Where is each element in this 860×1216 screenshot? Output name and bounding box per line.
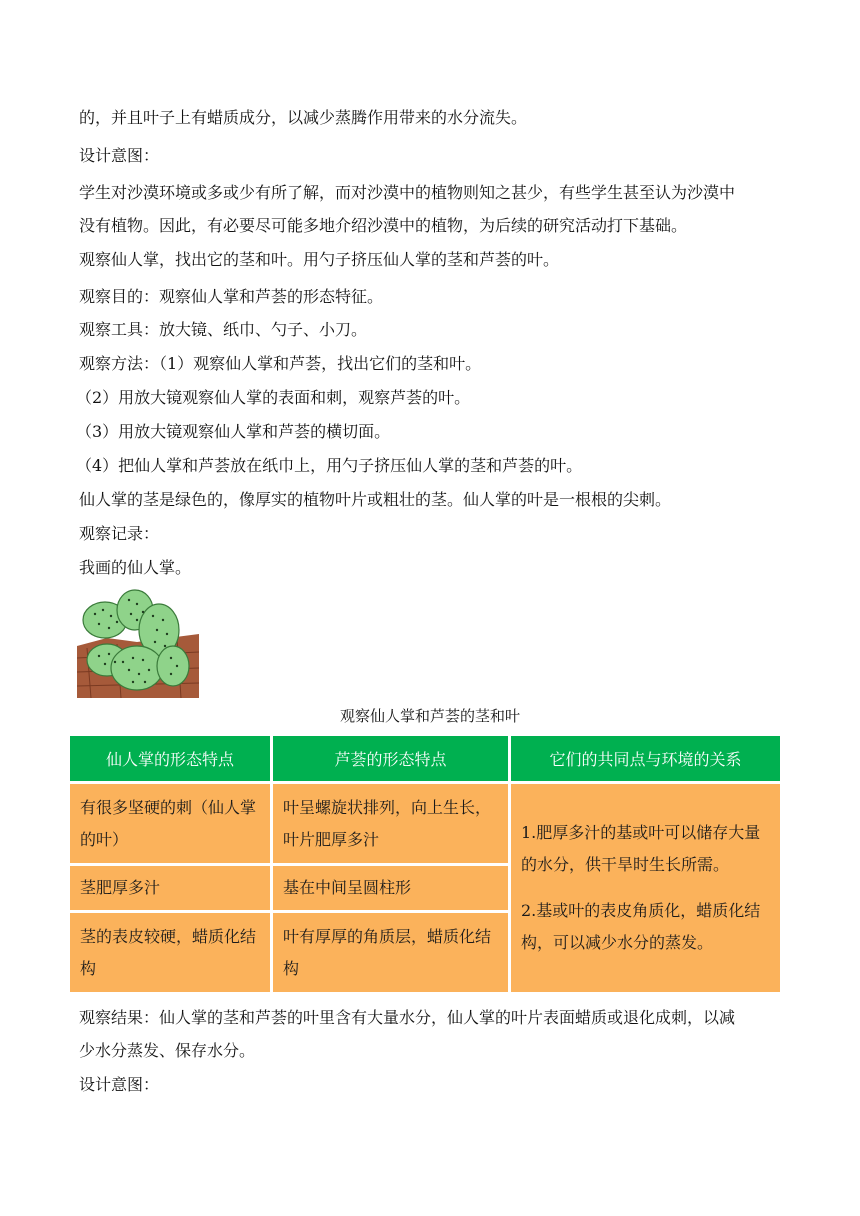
paragraph: （3）用放大镜观察仙人掌和芦荟的横切面。 bbox=[76, 422, 391, 441]
result-line: 观察结果：仙人掌的茎和芦荟的叶里含有大量水分，仙人掌的叶片表面蜡质或退化成刺，以减 bbox=[79, 1008, 736, 1027]
closing-heading: 设计意图： bbox=[79, 1075, 160, 1094]
common-point: 2.基或叶的表皮角质化，蜡质化结构，可以减少水分的蒸发。 bbox=[521, 901, 761, 952]
paragraph: 观察工具：放大镜、纸巾、勺子、小刀。 bbox=[79, 320, 368, 339]
table-header-row bbox=[69, 735, 782, 783]
cell-cactus: 茎的表皮较硬，蜡质化结构 bbox=[69, 912, 272, 994]
common-point: 1.肥厚多汁的基或叶可以储存大量的水分，供干旱时生长所需。 bbox=[521, 823, 761, 874]
cell-aloe: 叶呈螺旋状排列，向上生长，叶片肥厚多汁 bbox=[272, 783, 510, 865]
cell-aloe: 基在中间呈圆柱形 bbox=[272, 865, 510, 912]
result-line: 少水分蒸发、保存水分。 bbox=[79, 1041, 256, 1060]
paragraph: （2）用放大镜观察仙人掌的表面和刺，观察芦荟的叶。 bbox=[76, 388, 471, 407]
paragraph: 观察目的：观察仙人掌和芦荟的形态特征。 bbox=[79, 287, 384, 306]
cell-cactus: 有很多坚硬的刺（仙人掌的叶） bbox=[69, 783, 272, 865]
header-common: 它们的共同点与环境的关系 bbox=[510, 735, 782, 783]
paragraph: 的，并且叶子上有蜡质成分，以减少蒸腾作用带来的水分流失。 bbox=[79, 108, 528, 127]
paragraph: 观察仙人掌，找出它的茎和叶。用勺子挤压仙人掌的茎和芦荟的叶。 bbox=[79, 250, 560, 269]
paragraph: 我画的仙人掌。 bbox=[79, 558, 192, 577]
observation-table bbox=[67, 733, 783, 995]
paragraph: 观察方法：（1）观察仙人掌和芦荟，找出它们的茎和叶。 bbox=[79, 354, 482, 373]
header-aloe: 芦荟的形态特点 bbox=[272, 735, 510, 783]
cell-cactus: 茎肥厚多汁 bbox=[69, 865, 272, 912]
table-caption: 观察仙人掌和芦荟的茎和叶 bbox=[339, 707, 520, 725]
cell-aloe: 叶有厚厚的角质层，蜡质化结构 bbox=[272, 912, 510, 994]
paragraph: 观察记录： bbox=[79, 524, 160, 543]
paragraph: 学生对沙漠环境或多或少有所了解，而对沙漠中的植物则知之甚少，有些学生甚至认为沙漠中 bbox=[79, 183, 736, 202]
paragraph: （4）把仙人掌和芦荟放在纸巾上，用勺子挤压仙人掌的茎和芦荟的叶。 bbox=[76, 456, 583, 475]
paragraph: 没有植物。因此，有必要尽可能多地介绍沙漠中的植物，为后续的研究活动打下基础。 bbox=[79, 216, 688, 235]
table-row bbox=[69, 783, 782, 865]
cactus-drawing bbox=[77, 588, 199, 698]
paragraph: 仙人掌的茎是绿色的，像厚实的植物叶片或粗壮的茎。仙人掌的叶是一根根的尖刺。 bbox=[79, 490, 672, 509]
header-cactus: 仙人掌的形态特点 bbox=[69, 735, 272, 783]
cell-common bbox=[510, 783, 782, 994]
paragraph: 设计意图： bbox=[79, 146, 160, 165]
